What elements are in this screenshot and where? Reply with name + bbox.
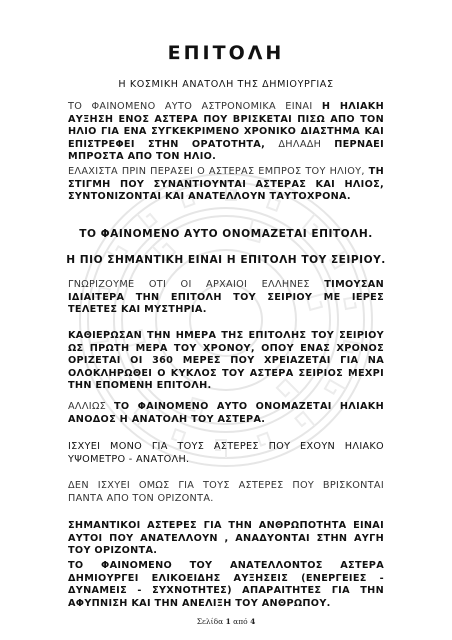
document-subtitle: Η ΚΟΣΜΙΚΗ ΑΝΑΤΟΛΗ ΤΗΣ ΔΗΜΙΟΥΡΓΙΑΣ <box>118 79 334 90</box>
paragraph-5-emphasis: ΤΟ ΦΑΙΝΟΜΕΝΟ ΑΥΤΟ ΟΝΟΜΑΖΕΤΑΙ ΗΛΙΑΚΗ ΑΝΟΔΟΣ Η ΑΝΑΤΟΛΗ ΤΟΥ ΑΣΤΕΡΑ. <box>68 401 384 425</box>
paragraph-8: ΣΗΜΑΝΤΙΚΟΙ ΑΣΤΕΡΕΣ ΓΙΑ ΤΗΝ ΑΝΘΡΩΠΟΤΗΤΑ ΕΙΝΑΙ ΑΥΤΟΙ ΠΟΥ ΑΝΑΤΕΛΛΟΥΝ , ΑΝΑΔΥΟΝΤΑΙ ΣΤΗΝ ΑΥΓΗ ΤΟΥ ΟΡΙΖΟΝΤΑ. <box>68 520 384 557</box>
heading-epitoli: ΤΟ ΦΑΙΝΟΜΕΝΟ ΑΥΤΟ ΟΝΟΜΑΖΕΤΑΙ ΕΠΙΤΟΛΗ. <box>79 228 373 240</box>
paragraph-5-intro: ΑΛΛΙΩΣ <box>68 401 114 412</box>
heading-sirius: Η ΠΙΟ ΣΗΜΑΝΤΙΚΗ ΕΙΝΑΙ Η ΕΠΙΤΟΛΗ ΤΟΥ ΣΕΙΡΙΟΥ. <box>66 254 386 266</box>
paragraph-2 <box>68 166 384 204</box>
paragraph-1-connector: ΔΗΛΑΔΗ <box>278 138 335 150</box>
paragraph-1-end: ΠΕΡΝΑΕΙ ΜΠΡΟΣΤΑ ΑΠΟ ΤΟΝ ΗΛΙΟ. <box>68 138 384 163</box>
paragraph-3 <box>68 279 384 317</box>
paragraph-9 <box>68 560 384 610</box>
paragraph-2-emphasis: ΤΗ ΣΤΙΓΜΗ ΠΟΥ ΣΥΝΑΝΤΙΟΥΝΤΑΙ ΑΣΤΕΡΑΣ ΚΑΙ ΗΛΙΟΣ, ΣΥΝΤΟΝΙΖΟΝΤΑΙ ΚΑΙ ΑΝΑΤΕΛΛΟΥΝ ΤΑΥΤΟΧΡΟΝΑ. <box>68 166 384 203</box>
paragraph-9-intro: ΤΟ ΦΑΙΝΟΜΕΝΟ ΤΟΥ ΑΝΑΤΕΛΛΟΝΤΟΣ ΑΣΤΕΡΑ ΔΗΜΙΟΥΡΓΕΙ ΕΛΙΚΟΕΙΔΗΣ ΑΥΞΗΣΕΙΣ (ΕΝΕΡΓΕΙΕΣ - ΔΥΝΑΜΕΙΣ - ΣΥΧΝΟΤΗΤΕΣ) <box>68 560 384 597</box>
paragraph-1-emphasis: Η ΗΛΙΑΚΗ ΑΥΞΗΣΗ ΕΝΟΣ ΑΣΤΕΡΑ ΠΟΥ ΒΡΙΣΚΕΤΑΙ ΠΙΣΩ ΑΠΟ ΤΟΝ ΗΛΙΟ ΓΙΑ ΕΝΑ ΣΥΓΚΕΚΡΙΜΕΝΟ ΧΡΟΝΙΚΟ ΔΙΑΣΤΗΜΑ ΚΑΙ ΕΠΙΣΤΡΕΦΕΙ ΣΤΗΝ ΟΡΑΤΟΤΗΤΑ, <box>68 101 384 150</box>
paragraph-3-emphasis: ΤΙΜΟΥΣΑΝ ΙΔΙΑΙΤΕΡΑ ΤΗΝ ΕΠΙΤΟΛΗ ΤΟΥ ΣΕΙΡΙΟΥ ΜΕ ΙΕΡΕΣ ΤΕΛΕΤΕΣ ΚΑΙ ΜΥΣΤΗΡΙΑ. <box>68 279 384 316</box>
paragraph-4: ΚΑΘΙΕΡΩΣΑΝ ΤΗΝ ΗΜΕΡΑ ΤΗΣ ΕΠΙΤΟΛΗΣ ΤΟΥ ΣΕΙΡΙΟΥ ΩΣ ΠΡΩΤΗ ΜΕΡΑ ΤΟΥ ΧΡΟΝΟΥ, ΟΠΟΥ ΕΝΑΣ ΧΡΟΝΟΣ ΟΡΙΖΕΤΑΙ ΟΙ 360 ΜΕΡΕΣ ΠΟΥ ΧΡΕΙΑΖΕΤΑΙ ΓΙΑ ΝΑ ΟΛΟΚΛΗΡΩΘΕΙ Ο ΚΥΚΛΟΣ ΤΟΥ ΑΣΤΕΡΑ ΣΕΙΡΙΟΣ ΜΕΧΡΙ ΤΗΝ ΕΠΟΜΕΝΗ ΕΠΙΤΟΛΗ. <box>68 330 384 392</box>
footer-prefix: Σελίδα <box>196 617 226 626</box>
paragraph-6: ΙΣΧΥΕΙ ΜΟΝΟ ΓΙΑ ΤΟΥΣ ΑΣΤΕΡΕΣ ΠΟΥ ΕΧΟΥΝ ΗΛΙΑΚΟ ΥΨΟΜΕΤΡΟ - ΑΝΑΤΟΛΗ. <box>68 441 384 465</box>
paragraph-1-intro: ΤΟ ΦΑΙΝΟΜΕΝΟ ΑΥΤΟ ΑΣΤΡΟΝΟΜΙΚΑ ΕΙΝΑΙ <box>68 101 322 112</box>
footer-total-pages: 4 <box>250 617 256 626</box>
paragraph-9-end: ΑΠΑΡΑΙΤΗΤΕΣ ΓΙΑ ΤΗΝ ΑΦΥΠΝΙΣΗ ΚΑΙ ΤΗΝ ΑΝΕΛΙΞΗ ΤΟΥ ΑΝΘΡΩΠΟΥ. <box>68 585 384 609</box>
paragraph-3-intro: ΓΝΩΡΙΖΟΥΜΕ ΟΤΙ ΟΙ ΑΡΧΑΙΟΙ ΕΛΛΗΝΕΣ <box>68 279 325 290</box>
footer-mid: από <box>230 617 251 626</box>
page-footer <box>0 617 452 626</box>
paragraph-1 <box>68 101 384 164</box>
paragraph-5 <box>68 401 384 426</box>
document-title: ΕΠΙΤΟΛΗ <box>167 42 285 64</box>
paragraph-7: ΔΕΝ ΙΣΧΥΕΙ ΟΜΩΣ ΓΙΑ ΤΟΥΣ ΑΣΤΕΡΕΣ ΠΟΥ ΒΡΙΣΚΟΝΤΑΙ ΠΑΝΤΑ ΑΠΟ ΤΟΝ ΟΡΙΖΟΝΤΑ. <box>68 480 384 504</box>
footer-page-number: 1 <box>225 617 231 626</box>
paragraph-2-intro: ΕΛΑΧΙΣΤΑ ΠΡΙΝ ΠΕΡΑΣΕΙ Ο ΑΣΤΕΡΑΣ ΕΜΠΡΟΣ ΤΟΥ ΗΛΙΟΥ, <box>68 166 369 177</box>
